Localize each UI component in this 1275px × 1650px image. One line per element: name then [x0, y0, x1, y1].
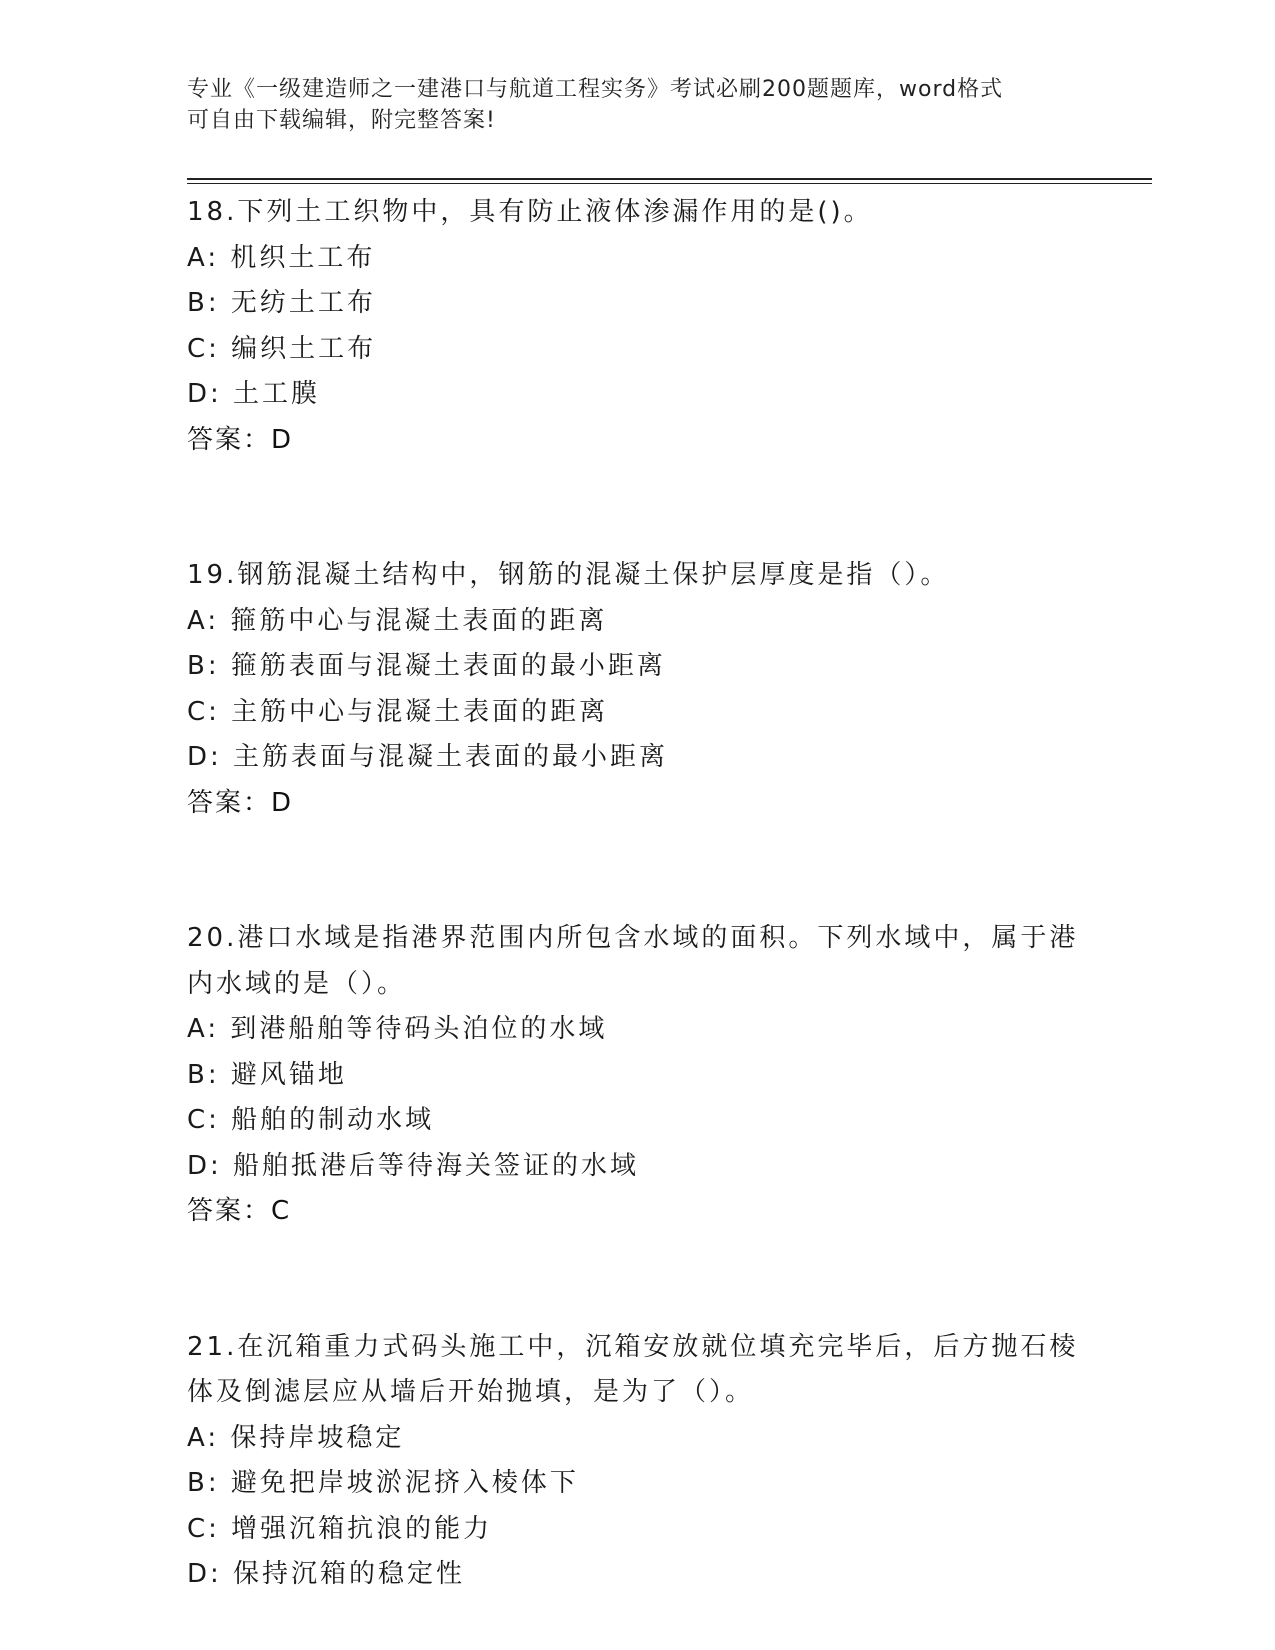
header-divider-thin [187, 183, 1152, 184]
question-spacer [187, 1235, 1087, 1325]
question-stem-line-1: 21.在沉箱重力式码头施工中，沉箱安放就位填充完毕后，后方抛石棱 [187, 1331, 1079, 1362]
option-a: A: 箍筋中心与混凝土表面的距离 [187, 605, 608, 636]
document-header [187, 74, 1087, 136]
option-c: C: 增强沉箱抗浪的能力 [187, 1513, 493, 1544]
option-d: D: 主筋表面与混凝土表面的最小距离 [187, 742, 669, 772]
option-d: D: 土工膜 [187, 379, 321, 409]
option-a: A: 到港船舶等待码头泊位的水域 [187, 1014, 608, 1044]
question-stem-line-2: 体及倒滤层应从墙后开始抛填，是为了（）。 [187, 1377, 755, 1407]
option-c: C: 编织土工布 [187, 333, 377, 364]
option-b: B: 避风锚地 [187, 1059, 347, 1090]
question-19 [187, 553, 1087, 826]
question-stem-line-1: 20.港口水域是指港界范围内所包含水域的面积。下列水域中，属于港 [187, 923, 1079, 953]
option-a: A: 保持岸坡稳定 [187, 1422, 405, 1453]
option-a: A: 机织土工布 [187, 242, 376, 273]
question-stem: 18.下列土工织物中，具有防止液体渗漏作用的是()。 [187, 197, 873, 227]
question-stem-line-2: 内水域的是（）。 [187, 968, 407, 999]
question-21 [187, 1325, 1087, 1598]
header-divider-thick [187, 178, 1152, 180]
option-d: D: 保持沉箱的稳定性 [187, 1559, 466, 1589]
question-18 [187, 190, 1087, 463]
answer-label: 答案：C [187, 1196, 292, 1226]
question-list [187, 190, 1087, 1598]
question-spacer [187, 463, 1087, 553]
option-b: B: 箍筋表面与混凝土表面的最小距离 [187, 651, 666, 681]
header-line-1: 专业《一级建造师之一建港口与航道工程实务》考试必刷200题题库，word格式 [187, 77, 1004, 102]
option-c: C: 主筋中心与混凝土表面的距离 [187, 696, 609, 727]
question-stem: 19.钢筋混凝土结构中，钢筋的混凝土保护层厚度是指（）。 [187, 560, 950, 590]
answer-label: 答案：D [187, 424, 294, 455]
question-20 [187, 916, 1087, 1235]
option-c: C: 船舶的制动水域 [187, 1105, 435, 1135]
option-b: B: 避免把岸坡淤泥挤入棱体下 [187, 1468, 579, 1498]
question-spacer [187, 826, 1087, 916]
option-d: D: 船舶抵港后等待海关签证的水域 [187, 1150, 640, 1181]
answer-label: 答案：D [187, 787, 294, 818]
header-line-2: 可自由下载编辑，附完整答案! [187, 108, 496, 133]
option-b: B: 无纺土工布 [187, 288, 376, 318]
